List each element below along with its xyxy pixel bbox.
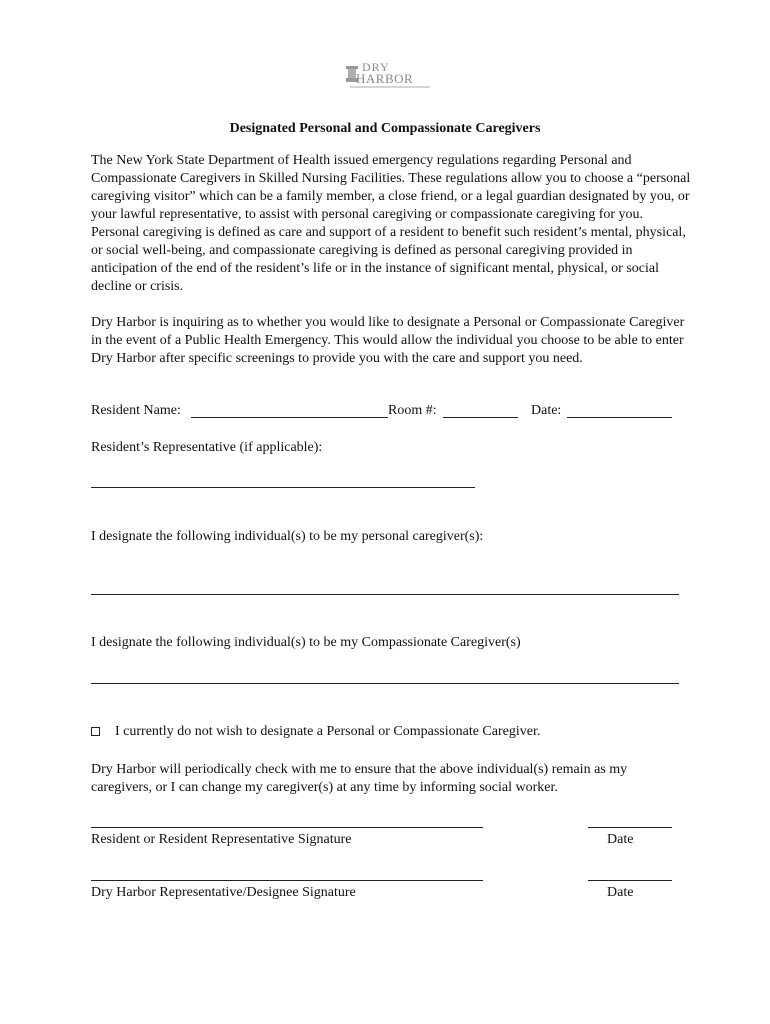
representative-field[interactable] [91,487,475,488]
room-label: Room #: [388,403,437,418]
dry-harbor-logo [340,58,430,90]
harbor-signature-date-field[interactable] [588,880,672,881]
resident-signature-date-label: Date [607,832,634,847]
logo-text-harbor: HARBOR [356,71,414,86]
harbor-signature-label: Dry Harbor Representative/Designee Signature [91,885,356,900]
intro-paragraph: The New York State Department of Health issued emergency regulations regarding Personal and Compassionate Caregivers in Skilled Nursing Facilities. These regulations allow you to choose a “personal caregiving visitor” which can be a family member, a close friend, or a legal guardian designated by you, or your lawful representative, to assist with personal caregiving or compassionate caregiving for you. Personal caregiving is defined as care and support of a resident to benefit such resident’s mental, physical, or social well-being, and compassionate caregiving is defined as personal caregiving provided in anticipation of the end of the resident’s life or in the instance of significant mental, physical, or social decline or crisis. [91,153,691,294]
resident-name-label: Resident Name: [91,403,181,418]
compassionate-caregiver-field[interactable] [91,683,679,684]
room-field[interactable] [443,417,518,418]
logo-tagline-mark [350,86,430,88]
resident-signature-label: Resident or Resident Representative Signature [91,832,352,847]
compassionate-caregiver-label: I designate the following individual(s) to be my Compassionate Caregiver(s) [91,635,521,650]
representative-label: Resident’s Representative (if applicable): [91,440,323,455]
harbor-signature-field[interactable] [91,880,483,881]
form-title: Designated Personal and Compassionate Caregivers [229,121,541,136]
resident-name-field[interactable] [191,417,388,418]
resident-signature-date-field[interactable] [588,827,672,828]
personal-caregiver-field[interactable] [91,594,679,595]
date-label: Date: [531,403,562,418]
date-field[interactable] [567,417,672,418]
inquiry-paragraph: Dry Harbor is inquiring as to whether you would like to designate a Personal or Compassionate Caregiver in the event of a Public Health Emergency. This would allow the individual you choose to be able to enter Dry Harbor after specific screenings to provide you with the care and support you need. [91,315,685,366]
personal-caregiver-label: I designate the following individual(s) to be my personal caregiver(s): [91,529,484,544]
harbor-signature-date-label: Date [607,885,634,900]
decline-label: I currently do not wish to designate a Personal or Compassionate Caregiver. [115,724,541,739]
decline-checkbox[interactable] [91,727,100,736]
periodic-check-paragraph: Dry Harbor will periodically check with me to ensure that the above individual(s) remain as my caregivers, or I can change my caregiver(s) at any time by informing social worker. [91,762,628,795]
logo-text-dry: DRY [362,60,390,74]
resident-signature-field[interactable] [91,827,483,828]
